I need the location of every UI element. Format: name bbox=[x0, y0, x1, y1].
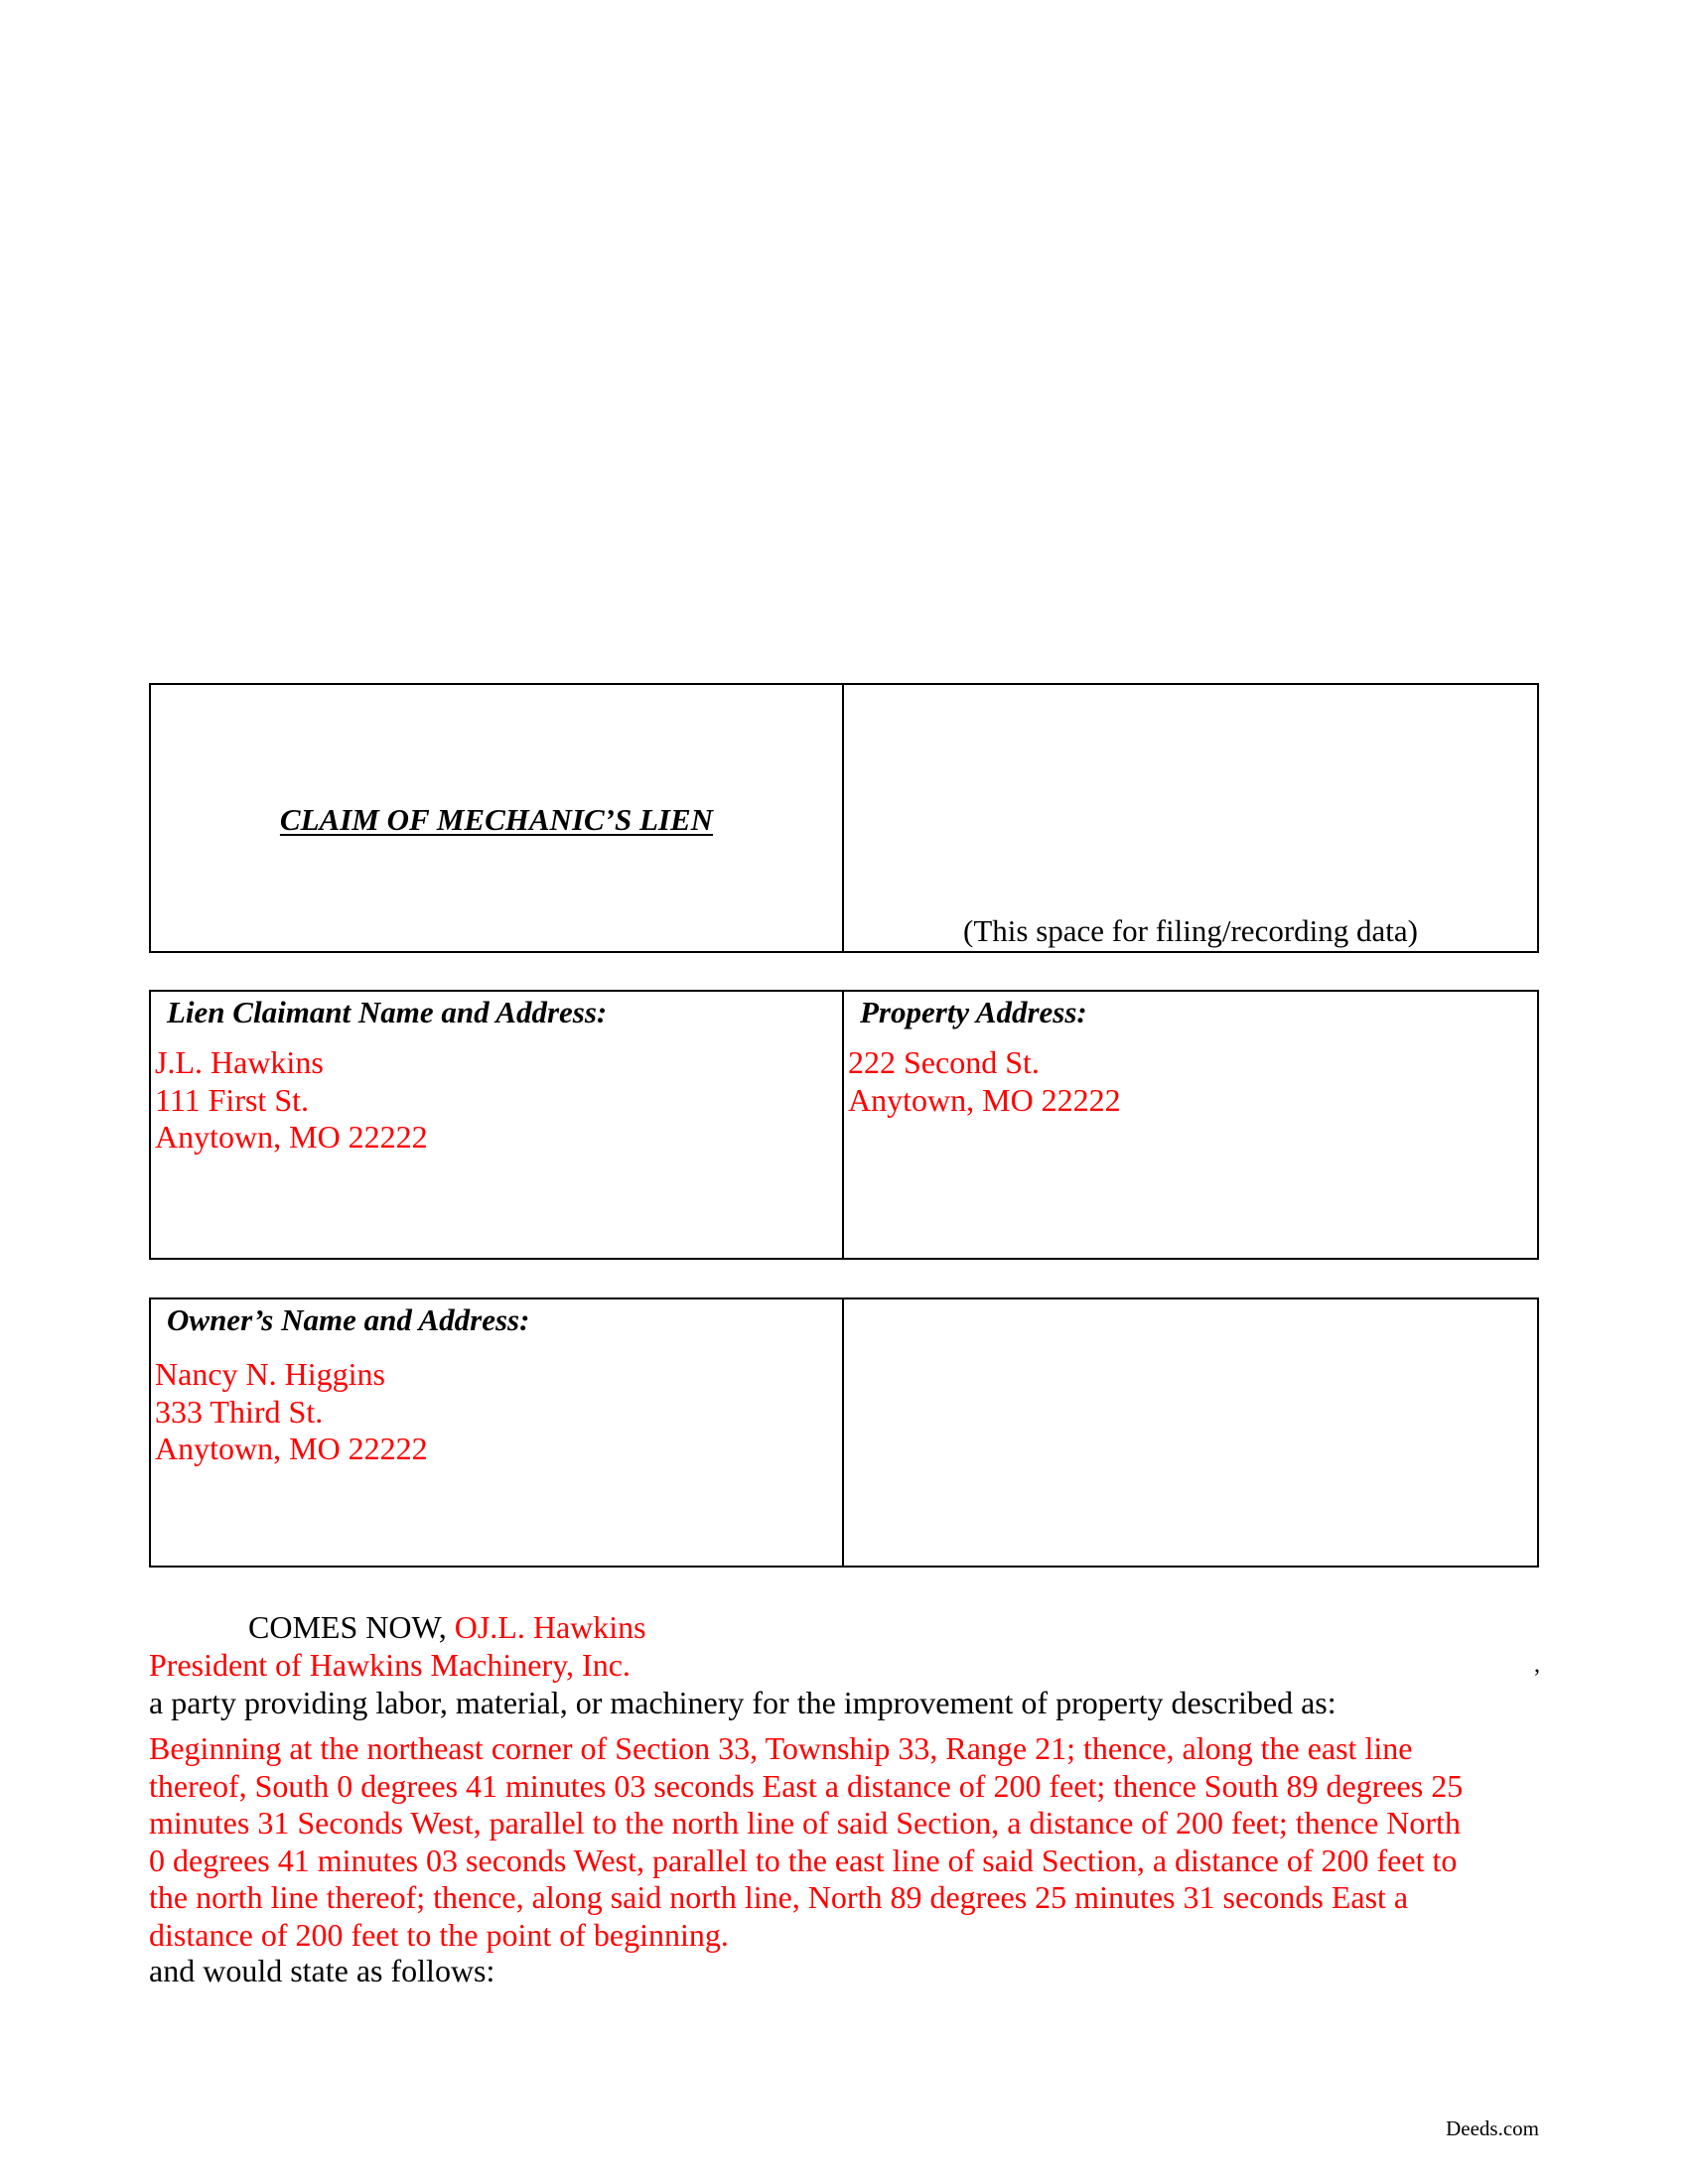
legal-line: the north line thereof; thence, along said north line, North 89 degrees 25 minutes 31 seconds East a bbox=[149, 1879, 1409, 1915]
footer-brand: Deeds.com bbox=[1446, 2116, 1539, 2140]
property-city: Anytown, MO 22222 bbox=[848, 1081, 1121, 1118]
claimant-name: J.L. Hawkins bbox=[155, 1044, 324, 1080]
owner-name: Nancy N. Higgins bbox=[155, 1356, 385, 1392]
owner-street: 333 Third St. bbox=[155, 1393, 324, 1430]
claimant-label: Lien Claimant Name and Address: bbox=[167, 995, 608, 1029]
property-address bbox=[848, 1044, 1121, 1119]
claimant-cell bbox=[151, 992, 844, 1258]
property-cell bbox=[844, 992, 1537, 1258]
comes-now-text: COMES NOW, bbox=[248, 1609, 447, 1645]
state-line: and would state as follows: bbox=[149, 1953, 495, 1988]
claimant-city: Anytown, MO 22222 bbox=[155, 1119, 428, 1155]
owner-address bbox=[155, 1356, 428, 1468]
owner-blank-cell bbox=[844, 1299, 1537, 1566]
legal-description bbox=[149, 1730, 1539, 1954]
legal-line: 0 degrees 41 minutes 03 seconds West, parallel to the east line of said Section, a distance of 200 feet to bbox=[149, 1842, 1458, 1878]
claimant-street: 111 First St. bbox=[155, 1081, 309, 1118]
owner-box bbox=[149, 1297, 1539, 1568]
comes-now-line bbox=[248, 1609, 646, 1646]
party-line: a party providing labor, material, or machinery for the improvement of property described as: bbox=[149, 1685, 1336, 1720]
claimant-property-box bbox=[149, 990, 1539, 1260]
owner-city: Anytown, MO 22222 bbox=[155, 1431, 428, 1466]
legal-line: Beginning at the northeast corner of Section 33, Township 33, Range 21; thence, along the east line bbox=[149, 1730, 1413, 1766]
claimant-title: President of Hawkins Machinery, Inc. bbox=[149, 1647, 631, 1683]
owner-label: Owner’s Name and Address: bbox=[167, 1302, 530, 1337]
trailing-comma: , bbox=[1534, 1652, 1540, 1678]
title-cell bbox=[151, 685, 844, 951]
recording-cell bbox=[844, 685, 1537, 951]
header-box bbox=[149, 683, 1539, 953]
owner-cell bbox=[151, 1299, 844, 1566]
property-street: 222 Second St. bbox=[848, 1044, 1040, 1080]
legal-line: thereof, South 0 degrees 41 minutes 03 seconds East a distance of 200 feet; thence South 89 degrees 25 bbox=[149, 1767, 1464, 1804]
recording-note: (This space for filing/recording data) bbox=[963, 913, 1418, 948]
legal-line: minutes 31 Seconds West, parallel to the north line of said Section, a distance of 200 feet; thence North bbox=[149, 1805, 1461, 1841]
property-label: Property Address: bbox=[860, 995, 1087, 1029]
document-title: CLAIM OF MECHANIC’S LIEN bbox=[279, 802, 714, 837]
legal-line: distance of 200 feet to the point of beginning. bbox=[149, 1916, 729, 1953]
body-claimant-name: OJ.L. Hawkins bbox=[454, 1609, 646, 1645]
claimant-address bbox=[155, 1044, 428, 1157]
